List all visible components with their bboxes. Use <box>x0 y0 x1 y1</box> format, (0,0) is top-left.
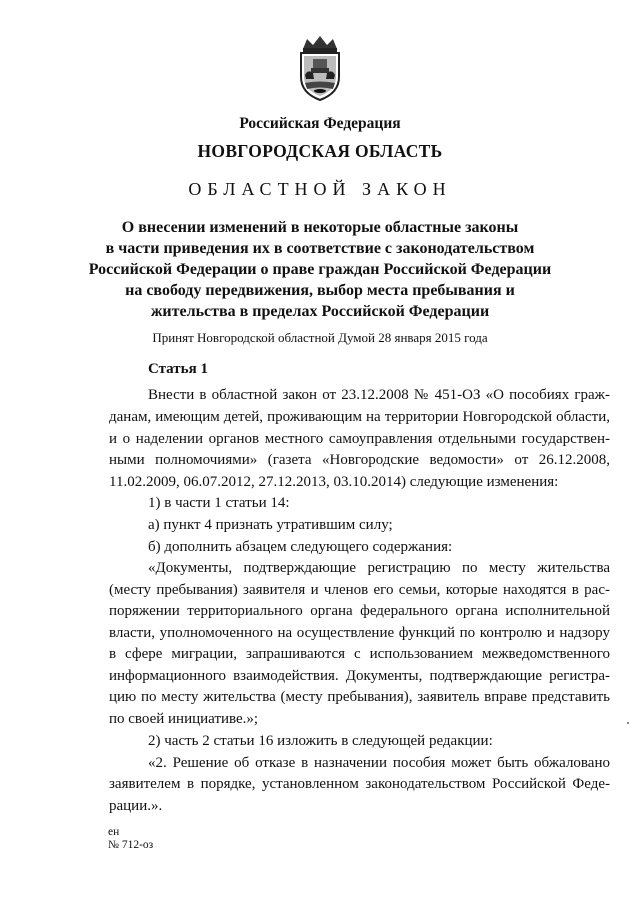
law-title-line: в части приведения их в соответствие с законодательством <box>105 240 535 257</box>
document-type: ОБЛАСТНОЙ ЗАКОН <box>188 179 452 199</box>
body-line: цию по месту жительства (месту пребывания), заявитель вправе представить <box>109 689 610 705</box>
body-line: б) дополнить абзацем следующего содержания: <box>148 539 453 555</box>
article-heading: Статья 1 <box>148 361 208 377</box>
body-line: Внести в областной закон от 23.12.2008 № 451-ОЗ «О пособиях граж- <box>148 387 610 403</box>
body-line: данам, имеющим детей, проживающим на территории Новгородской области, <box>109 409 610 425</box>
body-line: заявителем в порядке, установленном законодательством Российской Феде- <box>109 776 610 792</box>
law-title-line: жительства в пределах Российской Федерации <box>150 303 490 320</box>
executor-initials: ен <box>108 826 120 838</box>
law-title-line: Российской Федерации о праве граждан Российской Федерации <box>88 261 552 278</box>
body-line: в сфере миграции, запрашиваются с использованием межведомственного <box>109 646 610 662</box>
region-name: НОВГОРОДСКАЯ ОБЛАСТЬ <box>197 141 443 161</box>
body-line: «Документы, подтверждающие регистрацию по месту жительства <box>148 560 610 576</box>
body-line: 1) в части 1 статьи 14: <box>148 495 290 511</box>
body-line: информационного взаимодействия. Документы, подтверждающие регистра- <box>109 668 610 684</box>
body-line: и о наделении органов местного самоуправления отдельными государствен- <box>109 431 610 447</box>
body-line: а) пункт 4 признать утратившим силу; <box>148 517 393 533</box>
body-line: (месту пребывания) заявителя и членов его семьи, которые находятся в рас- <box>109 582 610 598</box>
novgorod-coat-of-arms-icon <box>293 33 347 103</box>
body-line: власти, уполномоченного на осуществление функций по контролю и надзору <box>109 625 610 641</box>
registration-number: № 712-оз <box>108 839 154 851</box>
body-line: ными полномочиями» (газета «Новгородские ведомости» от 26.12.2008, <box>109 452 610 468</box>
body-line: поряжении территориального органа федерального органа исполнительной <box>109 603 610 619</box>
law-title-line: О внесении изменений в некоторые областные законы <box>121 219 519 236</box>
law-title-line: на свободу передвижения, выбор места пребывания и <box>125 282 515 299</box>
country-name: Российская Федерация <box>239 115 401 132</box>
scan-speck <box>627 722 629 724</box>
body-line: 11.02.2009, 06.07.2012, 27.12.2013, 03.10.2014) следующие изменения: <box>109 474 559 490</box>
body-line: по своей инициативе.»; <box>109 711 259 727</box>
body-line: «2. Решение об отказе в назначении пособия может быть обжаловано <box>148 755 610 771</box>
body-line: рации.». <box>109 798 163 814</box>
body-line: 2) часть 2 статьи 16 изложить в следующей редакции: <box>148 733 493 749</box>
adoption-date: Принят Новгородской областной Думой 28 января 2015 года <box>152 330 488 345</box>
